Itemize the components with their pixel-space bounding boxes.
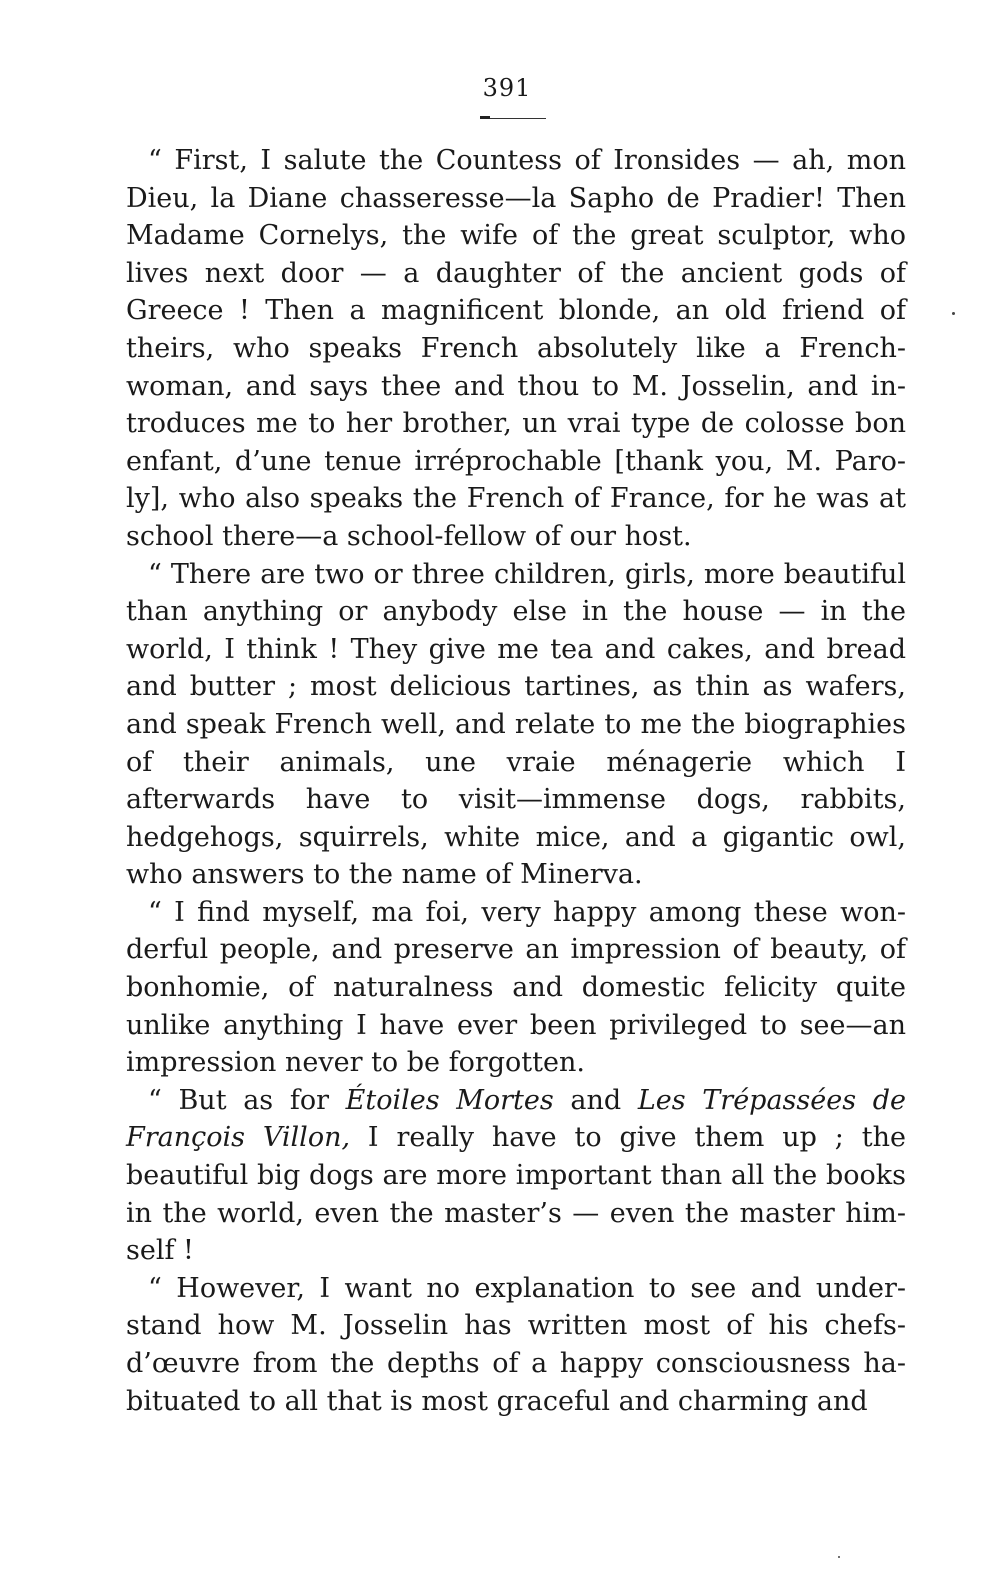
page-number-rule: [480, 118, 546, 119]
book-title-etoiles-mortes: Étoiles Mortes: [345, 1084, 554, 1116]
paragraph-5: “ However, I want no explanation to see and understand how M. Josselin has written most of his chefs-d’œuvre from the depths of a happy consciousness habituated to all that is most graceful and charming and: [126, 1272, 906, 1417]
paper-speck: [952, 312, 955, 315]
paragraph-4-and: and: [553, 1084, 638, 1116]
paper-speck: [838, 1556, 840, 1558]
paragraph-2: “ There are two or three children, girls, more beautiful than anything or anybody else in the house — in the world, I think ! They give me tea and cakes, and bread and butter ; most delicious tartines, as thin as wafers, and speak French well, and relate to me the biographies of their animals, une vraie ménagerie which I afterwards have to visit—immense dogs, rabbits, hedgehogs, squirrels, white mice, and a gigantic owl, who answers to the name of Minerva.: [126, 558, 906, 891]
body-text: [126, 142, 906, 1420]
paragraph-4-rest: I really have to give them up ; the beautiful big dogs are more important than all the books in the world, even the master’s — even the master himself !: [126, 1122, 906, 1267]
paragraph-4-open: “ But as for: [148, 1084, 346, 1116]
paragraph-3: “ I find myself, ma foi, very happy among these wonderful people, and preserve an impression of beauty, of bonhomie, of naturalness and domestic felicity quite unlike anything I have ever been privileged to see—an impression never to be forgotten.: [126, 896, 906, 1079]
paragraph-4: [126, 1082, 906, 1270]
book-title-les-trepassees: Les Trépassées de François Villon,: [126, 1084, 906, 1154]
page-number: 391: [482, 74, 532, 102]
paragraph-1: “ First, I salute the Countess of Ironsides — ah, mon Dieu, la Diane chasseresse—la Sapho de Pradier! Then Madame Cornelys, the wife of the great sculptor, who lives next door — a daughter of the ancient gods of Greece ! Then a magnificent blonde, an old friend of theirs, who speaks French absolutely like a Frenchwoman, and says thee and thou to M. Josselin, and introduces me to her brother, un vrai type de colosse bon enfant, d’une tenue irréprochable [thank you, M. Paroly], who also speaks the French of France, for he was at school there—a school-fellow of our host.: [126, 145, 906, 552]
